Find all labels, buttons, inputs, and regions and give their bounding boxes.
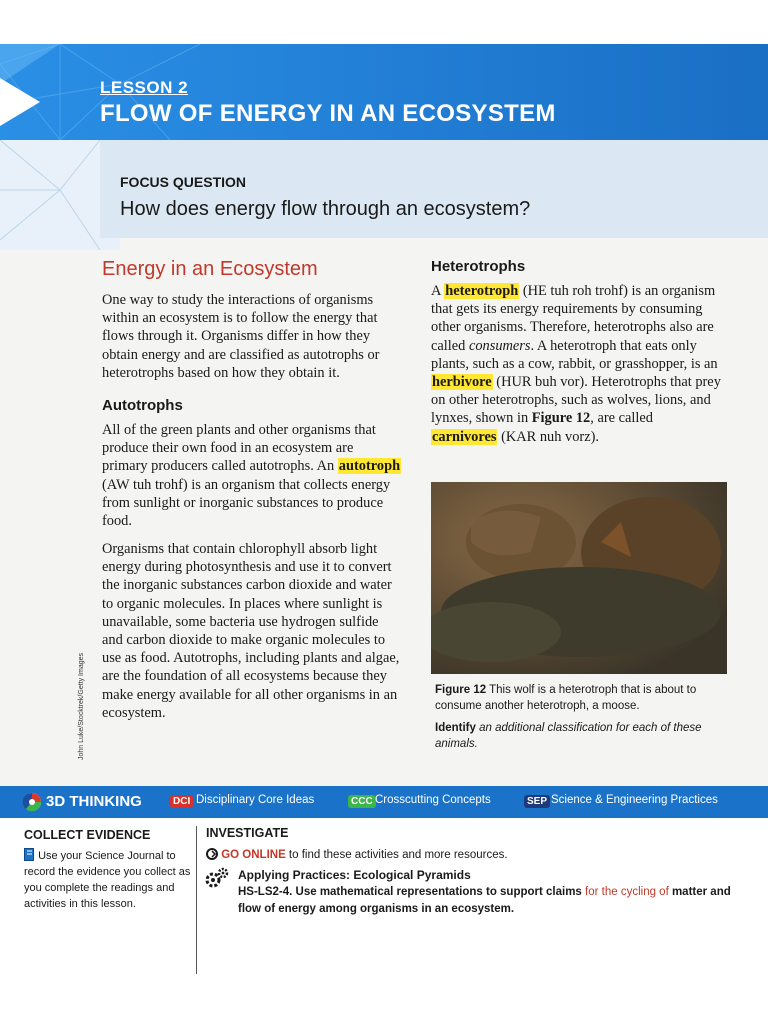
investigate-title: INVESTIGATE xyxy=(206,826,289,840)
lesson-number: LESSON 2 xyxy=(100,78,189,97)
sep-tag: SEP xyxy=(524,795,550,808)
autotrophs-heading: Autotrophs xyxy=(102,397,183,414)
vocab-autotroph: autotroph xyxy=(338,458,401,475)
3d-thinking-bar xyxy=(0,786,768,818)
photo-credit: John Luke/Stocktrek/Getty Images xyxy=(78,653,85,760)
vocab-heterotroph: heterotroph xyxy=(445,283,519,299)
collect-evidence-title: COLLECT EVIDENCE xyxy=(24,828,151,842)
collect-evidence-text: Use your Science Journal to record the evidence you collect as you complete the readings and activities in this lesson. xyxy=(24,850,191,910)
3d-thinking-title: 3D THINKING xyxy=(46,793,142,810)
autotrophs-paragraph-2: Organisms that contain chlorophyll absorb light energy during photosynthesis and use it to convert the inorganic substances carbon dioxide and water to organic molecules. In places where sunlight is unavailable, some bacteria use hydrogen sulfide and carbon dioxide to make organic molecules to use as food. Autotrophs, including plants and algae, are the foundation of all ecosystems because they make energy available for all other organisms in an ecosystem. xyxy=(102,541,400,721)
intro-paragraph: One way to study the interactions of organisms within an ecosystem is to follow the energy that flows through it. Organisms differ in how they obtain energy and are classified as autotrophs or heterotrophs based on how they obtain it. xyxy=(102,292,380,381)
lesson-banner xyxy=(0,44,768,140)
wolf-moose-photo xyxy=(431,482,727,674)
dci-label: Disciplinary Core Ideas xyxy=(196,794,315,806)
heterotrophs-heading: Heterotrophs xyxy=(431,258,526,275)
science-journal-icon xyxy=(24,848,35,861)
vocab-carnivores: carnivores xyxy=(432,428,497,445)
lesson-title: FLOW OF ENERGY IN AN ECOSYSTEM xyxy=(100,100,556,127)
dci-tag: DCI xyxy=(170,795,193,808)
gears-icon xyxy=(204,866,230,890)
arrow-marker-icon xyxy=(0,78,40,126)
section-heading: Energy in an Ecosystem xyxy=(102,258,318,280)
go-online-link[interactable]: GO ONLINE xyxy=(221,849,286,861)
figure-caption: Figure 12 This wolf is a heterotroph that is about to consume another heterotroph, a moose. Identify an additional classification for each of these animals. xyxy=(435,684,702,750)
go-online-line: GO ONLINE to find these activities and more resources. xyxy=(206,848,508,861)
figure-label: Figure 12 xyxy=(435,684,487,696)
ccc-tag: CCC xyxy=(348,795,376,808)
focus-question-box xyxy=(100,140,768,238)
ccc-label: Crosscutting Concepts xyxy=(375,794,491,806)
identify-label: Identify xyxy=(435,722,476,734)
figure-reference: Figure 12 xyxy=(531,410,591,427)
focus-question-label: FOCUS QUESTION xyxy=(120,174,247,190)
3d-thinking-icon xyxy=(22,792,42,812)
autotrophs-paragraph-1: All of the green plants and other organisms that produce their own food in an ecosystem are primary producers called autotrophs. An autotroph (AW tuh trohf) is an organism that collects energy from sunlight or inorganic substances to produce food. xyxy=(102,422,401,530)
go-online-icon xyxy=(206,848,218,860)
heterotrophs-paragraph: A heterotroph (HE tuh roh trohf) is an organism that gets its energy requirements by consuming other organisms. Therefore, heterotrophs also are called consumers. A heterotroph that eats only plants, such as a cow, rabbit, or grasshopper, is an herbivore (HUR buh vor). Heterotrophs that prey on other heterotrophs, such as wolves, lions, and lynxes, shown in Figure 12, are called carnivores (KAR nuh vorz). xyxy=(431,283,721,445)
column-divider xyxy=(196,826,197,974)
sep-label: Science & Engineering Practices xyxy=(551,794,718,806)
applying-practices-title[interactable]: Applying Practices: Ecological Pyramids xyxy=(238,868,471,882)
focus-question-text: How does energy flow through an ecosystem? xyxy=(120,198,531,220)
standard-text: HS-LS2-4. Use mathematical representations to support claims for the cycling of matter and flow of energy among organisms in an ecosystem. xyxy=(238,886,731,915)
vocab-herbivore: herbivore xyxy=(432,374,492,391)
